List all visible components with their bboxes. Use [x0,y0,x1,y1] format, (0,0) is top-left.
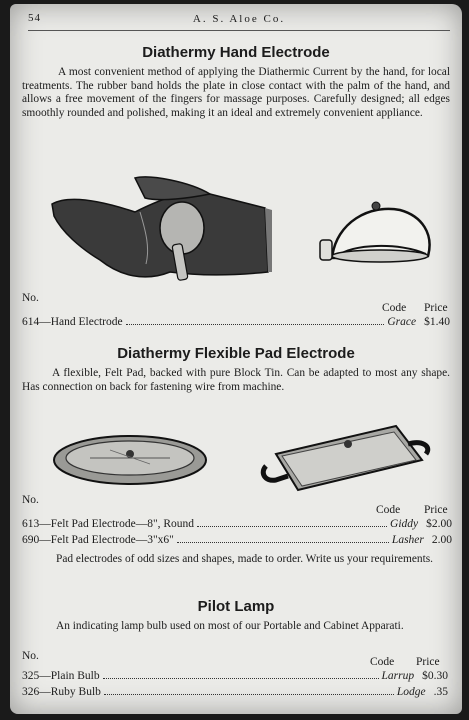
company-name: A. S. Aloe Co. [192,13,286,25]
item-price: $2.00 [426,518,452,530]
leader-dots [126,324,385,325]
col-code-label-3: Code [370,656,395,668]
item-code: Larrup [381,670,415,682]
page-header [28,10,450,31]
leader-dots [197,526,387,527]
col-code-label-2: Code [376,504,401,516]
col-code-label-1: Code [382,302,407,314]
hand-electrode-illustration [50,172,280,292]
item-label: 325—Plain Bulb [22,670,100,682]
item-label: 613—Felt Pad Electrode—8", Round [22,518,195,530]
hand-electrode-description: A most convenient method of applying the Diathermic Current by the hand, for local treatments. The rubber band holds the plate in close contact with the palm of the hand, and allows a free movement of the fingers for massage purposes. Carefully designed; all edges smoothly rounded and polished, making it an ideal and extremely convenient appliance. [22,66,450,119]
item-price: .35 [433,686,448,698]
col-no-label-1: No. [22,292,39,304]
col-price-label-3: Price [416,656,440,668]
col-price-label-2: Price [424,504,448,516]
flexible-pad-description: A flexible, Felt Pad, backed with pure Block Tin. Can be adapted to most any shape. Has connection on back for fastening wire from machine. [22,367,450,393]
section-title-pilot-lamp: Pilot Lamp [197,598,275,615]
item-price: 2.00 [431,534,452,546]
table-row [22,518,452,530]
section-title-hand-electrode: Diathermy Hand Electrode [142,44,330,61]
page-number: 54 [28,12,41,24]
rectangular-pad-illustration [256,424,436,494]
leader-dots [177,542,389,543]
section-title-flexible-pad: Diathermy Flexible Pad Electrode [117,345,355,362]
item-code: Grace [387,316,417,328]
item-label: 690—Felt Pad Electrode—3"x6" [22,534,174,546]
table-row [22,670,448,682]
item-code: Lodge [396,686,426,698]
item-label: 614—Hand Electrode [22,316,123,328]
table-row [22,534,452,546]
item-code: Lasher [391,534,424,546]
electrode-plate-illustration [310,200,440,272]
col-no-label-2: No. [22,494,39,506]
col-price-label-1: Price [424,302,448,314]
leader-dots [104,694,394,695]
leader-dots [103,678,379,679]
item-label: 326—Ruby Bulb [22,686,101,698]
pilot-lamp-description: An indicating lamp bulb used on most of our Portable and Cabinet Apparati. [56,620,404,632]
item-code: Giddy [390,518,419,530]
round-pad-illustration [50,428,210,488]
item-price: $1.40 [424,316,450,328]
col-no-label-3: No. [22,650,39,662]
catalog-page [10,4,462,714]
table-row [22,316,450,328]
item-price: $0.30 [422,670,448,682]
custom-pad-note: Pad electrodes of odd sizes and shapes, made to order. Write us your requirements. [56,553,434,565]
table-row [22,686,448,698]
